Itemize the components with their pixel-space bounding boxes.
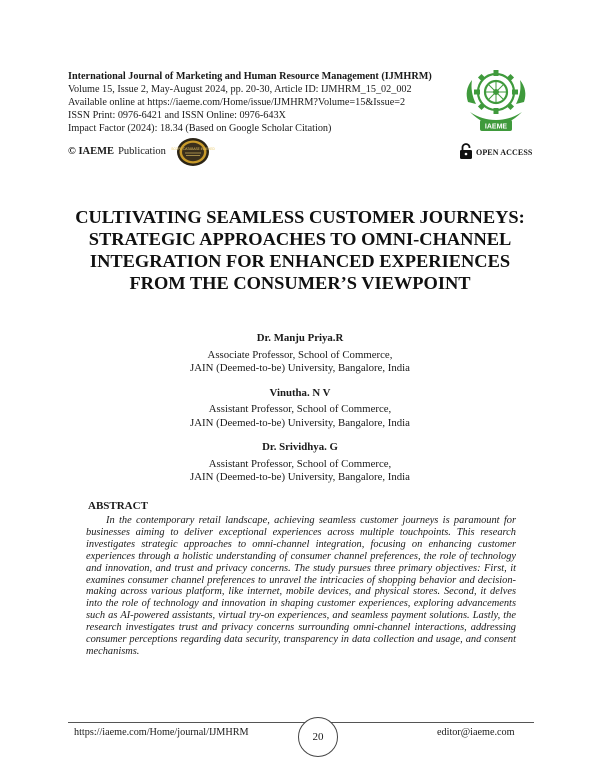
open-access-label: OPEN ACCESS bbox=[476, 148, 533, 157]
impact-factor-line: Impact Factor (2024): 18.34 (Based on Google Scholar Citation) bbox=[68, 123, 332, 134]
publisher-credit bbox=[68, 146, 166, 157]
open-access-badge bbox=[459, 143, 532, 162]
publication-label: Publication bbox=[118, 146, 166, 157]
author-role: Assistant Professor, School of Commerce, bbox=[208, 457, 392, 470]
author-role: Associate Professor, School of Commerce, bbox=[207, 348, 393, 361]
footer-url[interactable]: https://iaeme.com/Home/journal/IJMHRM bbox=[74, 727, 249, 738]
author-block bbox=[100, 332, 500, 376]
author-list bbox=[100, 332, 500, 496]
author-name: Vinutha. N V bbox=[269, 386, 331, 399]
author-name: Dr. Manju Priya.R bbox=[256, 332, 344, 344]
footer-email[interactable]: editor@iaeme.com bbox=[437, 727, 515, 738]
badge-text: SCOPE DATABASE INDEXED bbox=[171, 147, 215, 151]
author-name: Dr. Srividhya. G bbox=[262, 441, 338, 453]
author-block bbox=[100, 441, 500, 485]
author-role: Assistant Professor, School of Commerce, bbox=[208, 403, 392, 415]
abstract-heading: ABSTRACT bbox=[88, 500, 148, 512]
paper-title: CULTIVATING SEAMLESS CUSTOMER JOURNEYS: STRATEGIC APPROACHES TO OMNI-CHANNEL INTEGRATION FOR ENHANCED EXPERIENCES FROM THE CONSUMER’S VIEWPOINT bbox=[75, 207, 525, 293]
issn-line: ISSN Print: 0976-6421 and ISSN Online: 0976-643X bbox=[68, 110, 286, 121]
lock-icon bbox=[459, 143, 473, 162]
author-affiliation: JAIN (Deemed-to-be) University, Bangalore, India bbox=[190, 362, 410, 374]
author-affiliation: JAIN (Deemed-to-be) University, Bangalore, India bbox=[190, 416, 410, 429]
iaeme-logo bbox=[458, 62, 534, 134]
page-number-label: 20 bbox=[312, 731, 324, 743]
volume-line: Volume 15, Issue 2, May-August 2024, pp. 20-30, Article ID: IJMHRM_15_02_002 bbox=[68, 84, 412, 95]
page-number bbox=[298, 717, 338, 757]
author-block bbox=[100, 387, 500, 431]
scope-database-badge bbox=[171, 137, 215, 167]
footer-divider bbox=[68, 722, 534, 723]
author-affiliation: JAIN (Deemed-to-be) University, Bangalore, India bbox=[190, 471, 410, 483]
journal-title: International Journal of Marketing and Human Resource Management (IJMHRM) bbox=[68, 71, 432, 82]
copyright-label: © IAEME bbox=[68, 146, 115, 157]
abstract-text: In the contemporary retail landscape, achieving seamless customer journeys is paramount for businesses aiming to deliver exceptional experiences across multiple touchpoints. This research investigates strategic approaches to omni-channel integration, focusing on enhancing customer experiences through a holistic understanding of consumer channel preferences, the role of technology and innovation, and trust and privacy concerns. The study pursues three primary objectives: First, it examines consumer channel preferences to unravel the intricacies of shopping behavior and decision-making across various platform, like internet, mobile devices, and physical stores. Second, it delves into the role of technology and innovation in shaping customer experiences, exploring advancements such as AI-powered assistants, virtual try-on experiences, and seamless payment solutions. Lastly, the research investigates trust and privacy concerns surrounding omni-channel interactions, addressing consumer perceptions regarding data security, transparency in data collection and usage, and consent mechanisms. bbox=[86, 515, 516, 657]
journal-header bbox=[68, 70, 468, 135]
available-line: Available online at https://iaeme.com/Home/issue/IJMHRM?Volume=15&Issue=2 bbox=[68, 97, 406, 108]
logo-wordmark: IAEME bbox=[484, 123, 508, 131]
